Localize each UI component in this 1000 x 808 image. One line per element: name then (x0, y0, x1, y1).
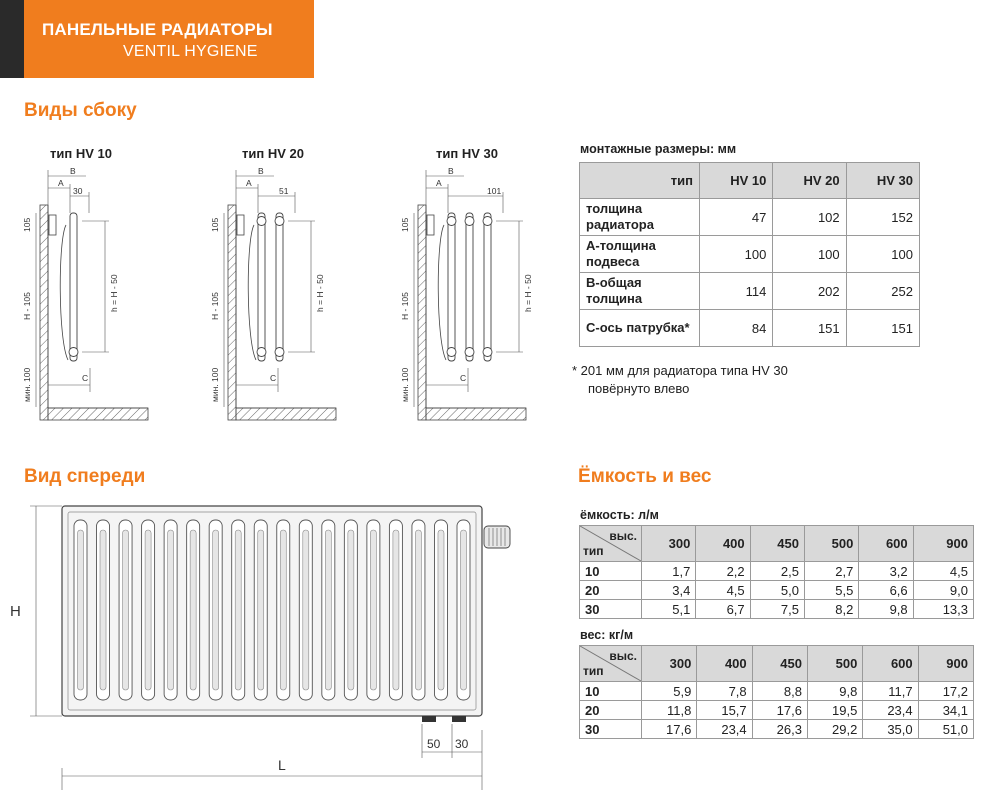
table-cell: 5,1 (642, 600, 696, 619)
dim-label-a: A (436, 178, 442, 188)
dim-label-h: H (10, 603, 21, 620)
corner-height-label: выс. (609, 649, 637, 663)
connector-ring (257, 348, 266, 357)
fin-slot-inner (370, 530, 376, 690)
fin-slot-inner (78, 530, 84, 690)
table-cell: 8,2 (804, 600, 858, 619)
dim-label-bottom: мин. 100 (400, 367, 410, 402)
side-view-type-3 (400, 166, 533, 420)
bracket (49, 215, 56, 235)
radiator-panel (258, 213, 265, 361)
dim-label-hub: h = H - 50 (109, 274, 119, 312)
side-view-title: Виды сбоку (24, 100, 137, 121)
height-header: 600 (859, 526, 913, 562)
bracket-line (248, 225, 256, 360)
dim-label-c: C (460, 373, 467, 383)
height-header: 450 (750, 526, 804, 562)
connector-ring (275, 348, 284, 357)
connector-ring (275, 217, 284, 226)
table-row (580, 310, 920, 347)
table-cell: 9,8 (859, 600, 913, 619)
table-cell: 29,2 (807, 720, 862, 739)
table-cell: 5,5 (804, 581, 858, 600)
radiator-panel (276, 213, 283, 361)
dim-label-offset: 101 (487, 186, 502, 196)
connector-ring (257, 217, 266, 226)
bracket-line (60, 225, 68, 360)
bracket (237, 215, 244, 235)
dim-label-offset: 30 (73, 186, 83, 196)
fin-slot-inner (303, 530, 309, 690)
mounting-table (579, 162, 920, 347)
height-header: 400 (697, 646, 752, 682)
table-cell: 100 (773, 236, 846, 273)
fin-slot-inner (235, 530, 241, 690)
table-cell: 17,2 (918, 682, 973, 701)
volume-caption: ёмкость: л/м (580, 508, 659, 522)
dim-label-bottom: мин. 100 (210, 367, 220, 402)
table-cell: 17,6 (752, 701, 807, 720)
dim-label-middle: H - 105 (22, 292, 32, 320)
table-cell: 151 (846, 310, 919, 347)
table-cell: 151 (773, 310, 846, 347)
floor-hatch (426, 408, 526, 420)
fin-slot-inner (438, 530, 444, 690)
height-header: 900 (913, 526, 973, 562)
corner-type-label: тип (583, 544, 604, 558)
row-label: 30 (580, 720, 642, 739)
mounting-footnote (572, 362, 788, 398)
row-label: 30 (580, 600, 642, 619)
radiator-panel (484, 213, 491, 361)
table-cell: 252 (846, 273, 919, 310)
table-cell: 8,8 (752, 682, 807, 701)
corner-cell (580, 526, 642, 562)
dim-label-top: 105 (210, 217, 220, 232)
type-label-hv20: тип HV 20 (242, 146, 304, 161)
volume-table (579, 525, 974, 619)
dim-label-offset: 51 (279, 186, 289, 196)
bracket-line (438, 225, 446, 360)
table-cell: 3,4 (642, 581, 696, 600)
table-cell: 4,5 (913, 562, 973, 581)
connector-ring (465, 217, 474, 226)
row-label: 10 (580, 682, 642, 701)
connector-ring (465, 348, 474, 357)
dim-label-b: B (70, 166, 76, 176)
weight-header-row (580, 646, 974, 682)
dim-label-b: B (448, 166, 454, 176)
row-label: С-ось патрубка* (580, 310, 700, 347)
table-cell: 4,5 (696, 581, 750, 600)
mounting-caption: монтажные размеры: мм (580, 142, 737, 156)
header-subtitle: VENTIL HYGIENE (123, 43, 258, 60)
mounting-header-cell: тип (580, 163, 700, 199)
dim-label-middle: H - 105 (400, 292, 410, 320)
height-header: 300 (642, 646, 697, 682)
side-view-type-2 (210, 166, 336, 420)
height-header: 600 (863, 646, 918, 682)
volume-header-row (580, 526, 974, 562)
table-cell: 7,5 (750, 600, 804, 619)
dim-label-50: 50 (427, 737, 441, 751)
dim-label-l: L (278, 757, 286, 773)
fin-slot-inner (100, 530, 106, 690)
dim-label-top: 105 (400, 217, 410, 232)
fin-slot-inner (190, 530, 196, 690)
footnote-line: * 201 мм для радиатора типа HV 30 (572, 363, 788, 378)
header-title: ПАНЕЛЬНЫЕ РАДИАТОРЫ (42, 20, 273, 39)
table-cell: 17,6 (642, 720, 697, 739)
footnote-line: повёрнуто влево (588, 381, 690, 396)
table-cell: 35,0 (863, 720, 918, 739)
table-cell: 47 (700, 199, 773, 236)
table-cell: 9,8 (807, 682, 862, 701)
table-row (580, 562, 974, 581)
fin-slot-inner (393, 530, 399, 690)
fin-slot-inner (123, 530, 129, 690)
table-cell: 3,2 (859, 562, 913, 581)
table-cell: 2,2 (696, 562, 750, 581)
side-view-diagrams (0, 0, 560, 440)
dim-label-bottom: мин. 100 (22, 367, 32, 402)
fin-slot-inner (348, 530, 354, 690)
connector-ring (447, 217, 456, 226)
dim-label-a: A (246, 178, 252, 188)
table-cell: 102 (773, 199, 846, 236)
table-cell: 100 (700, 236, 773, 273)
fin-slot-inner (325, 530, 331, 690)
connector-ring (483, 348, 492, 357)
dim-label-top: 105 (22, 217, 32, 232)
wall-hatch (228, 205, 236, 420)
row-label: В-общая толщина (580, 273, 700, 310)
height-header: 900 (918, 646, 973, 682)
height-header: 500 (807, 646, 862, 682)
bottom-connector (422, 716, 436, 722)
table-cell: 100 (846, 236, 919, 273)
table-cell: 6,6 (859, 581, 913, 600)
front-view-diagram (0, 490, 560, 808)
wall-hatch (418, 205, 426, 420)
radiator-panel (466, 213, 473, 361)
table-cell: 34,1 (918, 701, 973, 720)
table-cell: 84 (700, 310, 773, 347)
type-label-hv10: тип HV 10 (50, 146, 112, 161)
table-cell: 5,0 (750, 581, 804, 600)
table-cell: 114 (700, 273, 773, 310)
connector-ring (69, 348, 78, 357)
side-view-type-1 (22, 166, 148, 420)
table-cell: 152 (846, 199, 919, 236)
corner-type-label: тип (583, 664, 604, 678)
corner-height-label: выс. (609, 529, 637, 543)
table-row (580, 701, 974, 720)
dim-label-30: 30 (455, 737, 469, 751)
table-cell: 11,8 (642, 701, 697, 720)
corner-cell (580, 646, 642, 682)
table-cell: 23,4 (863, 701, 918, 720)
table-row (580, 236, 920, 273)
height-header: 500 (804, 526, 858, 562)
type-label-hv30: тип HV 30 (436, 146, 498, 161)
table-cell: 23,4 (697, 720, 752, 739)
dim-label-c: C (82, 373, 89, 383)
table-row (580, 720, 974, 739)
fin-slot-inner (213, 530, 219, 690)
table-row (580, 273, 920, 310)
table-row (580, 199, 920, 236)
dim-label-hub: h = H - 50 (315, 274, 325, 312)
dim-label-hub: h = H - 50 (523, 274, 533, 312)
table-cell: 2,7 (804, 562, 858, 581)
table-cell: 11,7 (863, 682, 918, 701)
height-header: 450 (752, 646, 807, 682)
wall-hatch (40, 205, 48, 420)
row-label: 10 (580, 562, 642, 581)
radiator-panel (448, 213, 455, 361)
table-cell: 51,0 (918, 720, 973, 739)
height-header: 400 (696, 526, 750, 562)
table-cell: 2,5 (750, 562, 804, 581)
row-label: толщина радиатора (580, 199, 700, 236)
weight-caption: вес: кг/м (580, 628, 634, 642)
fin-slot-inner (280, 530, 286, 690)
table-cell: 1,7 (642, 562, 696, 581)
mounting-header-row (580, 163, 920, 199)
fin-slot-inner (145, 530, 151, 690)
table-cell: 202 (773, 273, 846, 310)
connector-ring (447, 348, 456, 357)
connector-ring (483, 217, 492, 226)
floor-hatch (48, 408, 148, 420)
row-label: А-толщина подвеса (580, 236, 700, 273)
bracket (427, 215, 434, 235)
radiator-panel (70, 213, 77, 361)
table-row (580, 682, 974, 701)
fin-slot-inner (168, 530, 174, 690)
row-label: 20 (580, 581, 642, 600)
table-row (580, 581, 974, 600)
dim-label-middle: H - 105 (210, 292, 220, 320)
dim-label-a: A (58, 178, 64, 188)
capacity-title: Ёмкость и вес (578, 466, 712, 487)
mounting-header-cell: HV 20 (773, 163, 846, 199)
mounting-header-cell: HV 10 (700, 163, 773, 199)
mounting-header-cell: HV 30 (846, 163, 919, 199)
fin-slot-inner (258, 530, 264, 690)
table-cell: 5,9 (642, 682, 697, 701)
table-cell: 7,8 (697, 682, 752, 701)
bottom-connector (452, 716, 466, 722)
fin-slot-inner (461, 530, 467, 690)
row-label: 20 (580, 701, 642, 720)
fin-slot-inner (415, 530, 421, 690)
table-cell: 13,3 (913, 600, 973, 619)
weight-table (579, 645, 974, 739)
front-view-title: Вид спереди (24, 466, 146, 487)
floor-hatch (236, 408, 336, 420)
table-cell: 19,5 (807, 701, 862, 720)
table-cell: 15,7 (697, 701, 752, 720)
height-header: 300 (642, 526, 696, 562)
table-row (580, 600, 974, 619)
table-cell: 9,0 (913, 581, 973, 600)
dim-label-c: C (270, 373, 277, 383)
table-cell: 26,3 (752, 720, 807, 739)
dim-label-b: B (258, 166, 264, 176)
table-cell: 6,7 (696, 600, 750, 619)
